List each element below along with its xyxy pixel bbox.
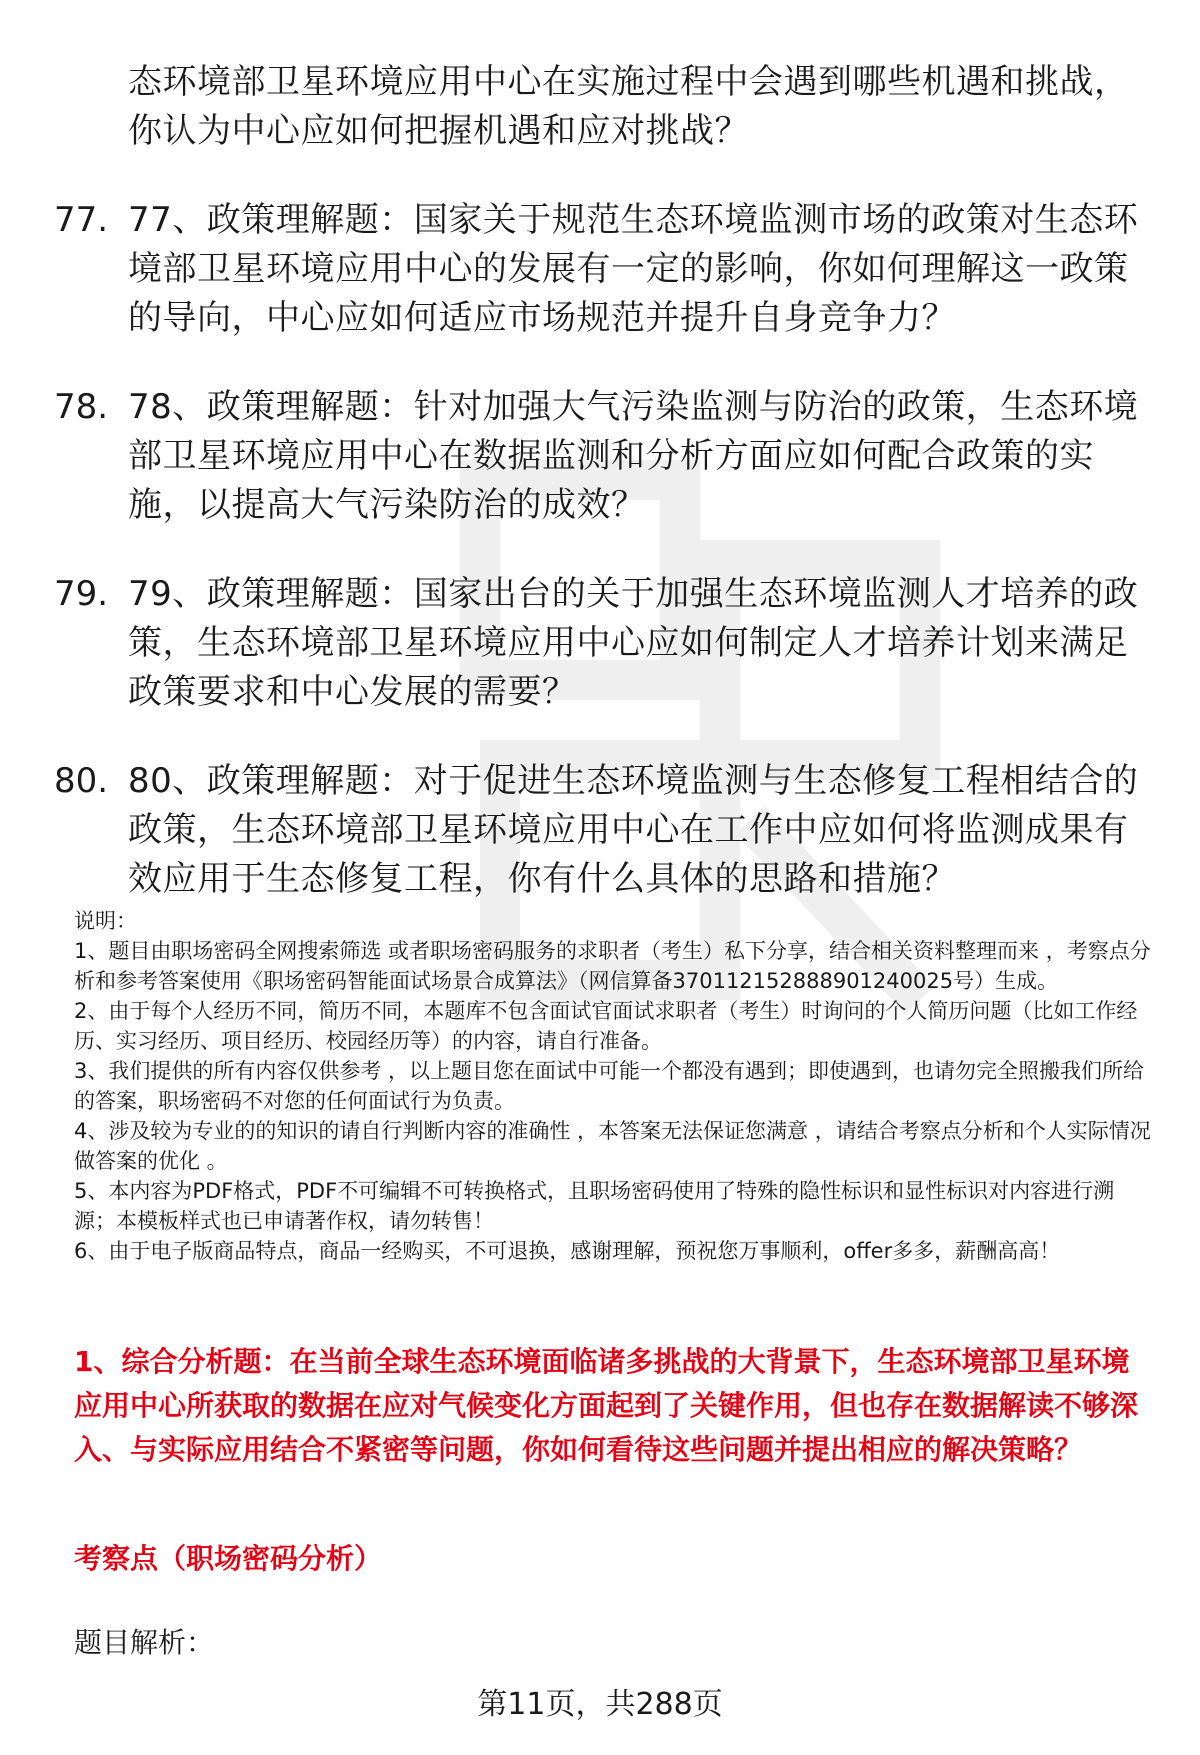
question-number: 77.: [54, 200, 109, 240]
notes-title: 说明：: [74, 909, 137, 933]
question-text: 80、政策理解题：对于促进生态环境监测与生态修复工程相结合的政策，生态环境部卫星环境应用中心在工作中应如何将监测成果有效应用于生态修复工程，你有什么具体的思路和措施？: [128, 761, 1139, 899]
question-text: 77、政策理解题：国家关于规范生态环境监测市场的政策对生态环境部卫星环境应用中心的发展有一定的影响，你如何理解这一政策的导向，中心应如何适应市场规范并提升自身竞争力？: [128, 200, 1139, 338]
question-item: [0, 757, 1200, 904]
notes-section: [74, 906, 1154, 1266]
question-item: [0, 570, 1200, 717]
question-item: [0, 383, 1200, 530]
featured-question: 1、综合分析题：在当前全球生态环境面临诸多挑战的大背景下，生态环境部卫星环境应用中心所获取的数据在应对气候变化方面起到了关键作用，但也存在数据解读不够深入、与实际应用结合不紧密等问题，你如何看待这些问题并提出相应的解决策略？: [74, 1345, 1139, 1466]
note-item: 1、题目由职场密码全网搜索筛选 或者职场密码服务的求职者（考生）私下分享，结合相关资料整理而来 ，考察点分析和参考答案使用《职场密码智能面试场景合成算法》（网信算备370112152888901240025号）生成。: [74, 939, 1151, 993]
note-item: 6、由于电子版商品特点，商品一经购买，不可退换，感谢理解，预祝您万事顺利，offer多多，薪酬高高！: [74, 1239, 1061, 1263]
question-text: 态环境部卫星环境应用中心在实施过程中会遇到哪些机遇和挑战，你认为中心应如何把握机遇和应对挑战？: [128, 62, 1129, 151]
question-text: 78、政策理解题：针对加强大气污染监测与防治的政策，生态环境部卫星环境应用中心在数据监测和分析方面应如何配合政策的实施，以提高大气污染防治的成效？: [128, 387, 1139, 525]
note-item: 4、涉及较为专业的的知识的请自行判断内容的准确性 ，本答案无法保证您满意 ，请结合考察点分析和个人实际情况做答案的优化 。: [74, 1119, 1151, 1173]
question-number: 80.: [54, 761, 109, 801]
analysis-label: 题目解析：: [74, 1626, 215, 1659]
note-item: 5、本内容为PDF格式，PDF不可编辑不可转换格式，且职场密码使用了特殊的隐性标识和显性标识对内容进行溯源；本模板样式也已申请著作权，请勿转售！: [74, 1179, 1115, 1233]
section-heading: 考察点（职场密码分析）: [74, 1542, 383, 1575]
note-item: 2、由于每个人经历不同，简历不同，本题库不包含面试官面试求职者（考生）时询问的个人简历问题（比如工作经历、实习经历、项目经历、校园经历等）的内容，请自行准备。: [74, 999, 1138, 1053]
page-footer: 第11页，共288页: [477, 1687, 723, 1722]
note-item: 3、我们提供的所有内容仅供参考 ，以上题目您在面试中可能一个都没有遇到；即使遇到，也请勿完全照搬我们所给的答案，职场密码不对您的任何面试行为负责。: [74, 1059, 1145, 1113]
question-list: [0, 58, 1200, 944]
question-number: 78.: [54, 387, 109, 427]
question-item: [0, 196, 1200, 343]
question-item: [0, 58, 1200, 156]
question-number: 79.: [54, 574, 109, 614]
question-text: 79、政策理解题：国家出台的关于加强生态环境监测人才培养的政策，生态环境部卫星环境应用中心应如何制定人才培养计划来满足政策要求和中心发展的需要？: [128, 574, 1139, 712]
